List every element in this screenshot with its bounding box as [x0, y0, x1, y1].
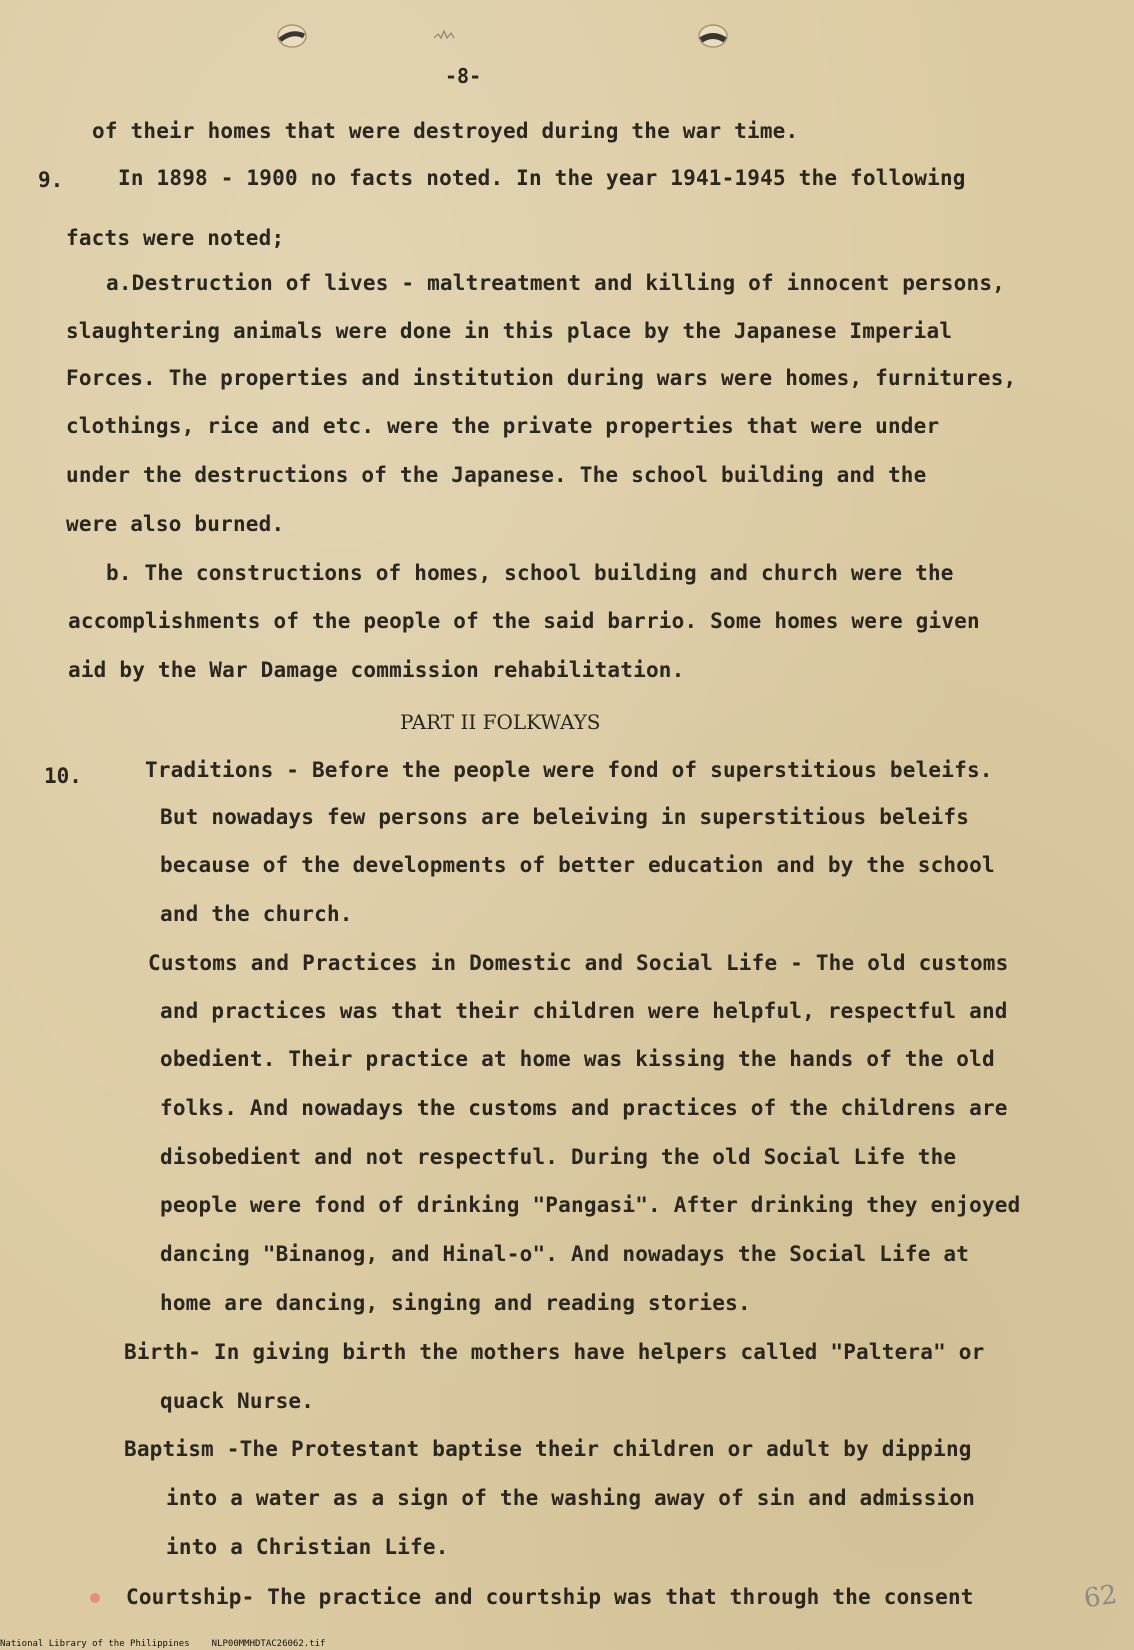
text-line: because of the developments of better education and by the school [160, 853, 995, 877]
text-line: home are dancing, singing and reading stories. [160, 1291, 751, 1315]
text-line: a.Destruction of lives - maltreatment and killing of innocent persons, [106, 271, 1006, 295]
text-line: Traditions - Before the people were fond of superstitious beleifs. [145, 758, 993, 782]
text-line: dancing "Binanog, and Hinal-o". And nowadays the Social Life at [160, 1242, 970, 1266]
text-line: b. The constructions of homes, school building and church were the [106, 561, 954, 585]
text-line: Courtship- The practice and courtship was that through the consent [126, 1585, 974, 1609]
text-line: into a water as a sign of the washing away of sin and admission [166, 1486, 976, 1510]
item-number-9: 9. [38, 168, 64, 192]
text-line: facts were noted; [66, 226, 285, 250]
text-line: Birth- In giving birth the mothers have helpers called "Paltera" or [124, 1340, 985, 1364]
item-number-10: 10. [44, 764, 82, 788]
text-line: slaughtering animals were done in this place by the Japanese Imperial [66, 319, 953, 343]
text-line: But nowadays few persons are beleiving in superstitious beleifs [160, 805, 970, 829]
text-line: Customs and Practices in Domestic and Social Life - The old customs [148, 951, 1009, 975]
text-line: and practices was that their children were helpful, respectful and [160, 999, 1008, 1023]
footer-file: NLP00MMHDTAC26062.tif [211, 1639, 326, 1649]
text-line: accomplishments of the people of the said barrio. Some homes were given [68, 609, 980, 633]
punch-hole-left [275, 22, 309, 48]
text-line: aid by the War Damage commission rehabilitation. [68, 658, 685, 682]
scan-footer [0, 1639, 347, 1649]
margin-page-note: 62 [1082, 1579, 1120, 1615]
text-line: Forces. The properties and institution during wars were homes, furnitures, [66, 366, 1017, 390]
punch-hole-right [696, 22, 730, 48]
ink-smudge-icon [432, 26, 456, 42]
page-number: -8- [445, 64, 482, 88]
red-mark [90, 1593, 100, 1603]
text-line: folks. And nowadays the customs and practices of the childrens are [160, 1096, 1008, 1120]
text-line: obedient. Their practice at home was kissing the hands of the old [160, 1047, 995, 1071]
text-line: of their homes that were destroyed during the war time. [92, 119, 799, 143]
text-line: and the church. [160, 902, 353, 926]
text-line: into a Christian Life. [166, 1535, 449, 1559]
text-line: disobedient and not respectful. During the old Social Life the [160, 1145, 957, 1169]
footer-library: National Library of the Philippines [0, 1639, 190, 1649]
text-line: quack Nurse. [160, 1389, 315, 1413]
text-line: Baptism -The Protestant baptise their children or adult by dipping [124, 1437, 972, 1461]
text-line: In 1898 - 1900 no facts noted. In the year 1941-1945 the following [118, 166, 966, 190]
text-line: clothings, rice and etc. were the private properties that were under [66, 414, 940, 438]
section-heading: PART II FOLKWAYS [400, 710, 601, 734]
text-line: under the destructions of the Japanese. The school building and the [66, 463, 927, 487]
text-line: people were fond of drinking "Pangasi". After drinking they enjoyed [160, 1193, 1021, 1217]
text-line: were also burned. [66, 512, 285, 536]
